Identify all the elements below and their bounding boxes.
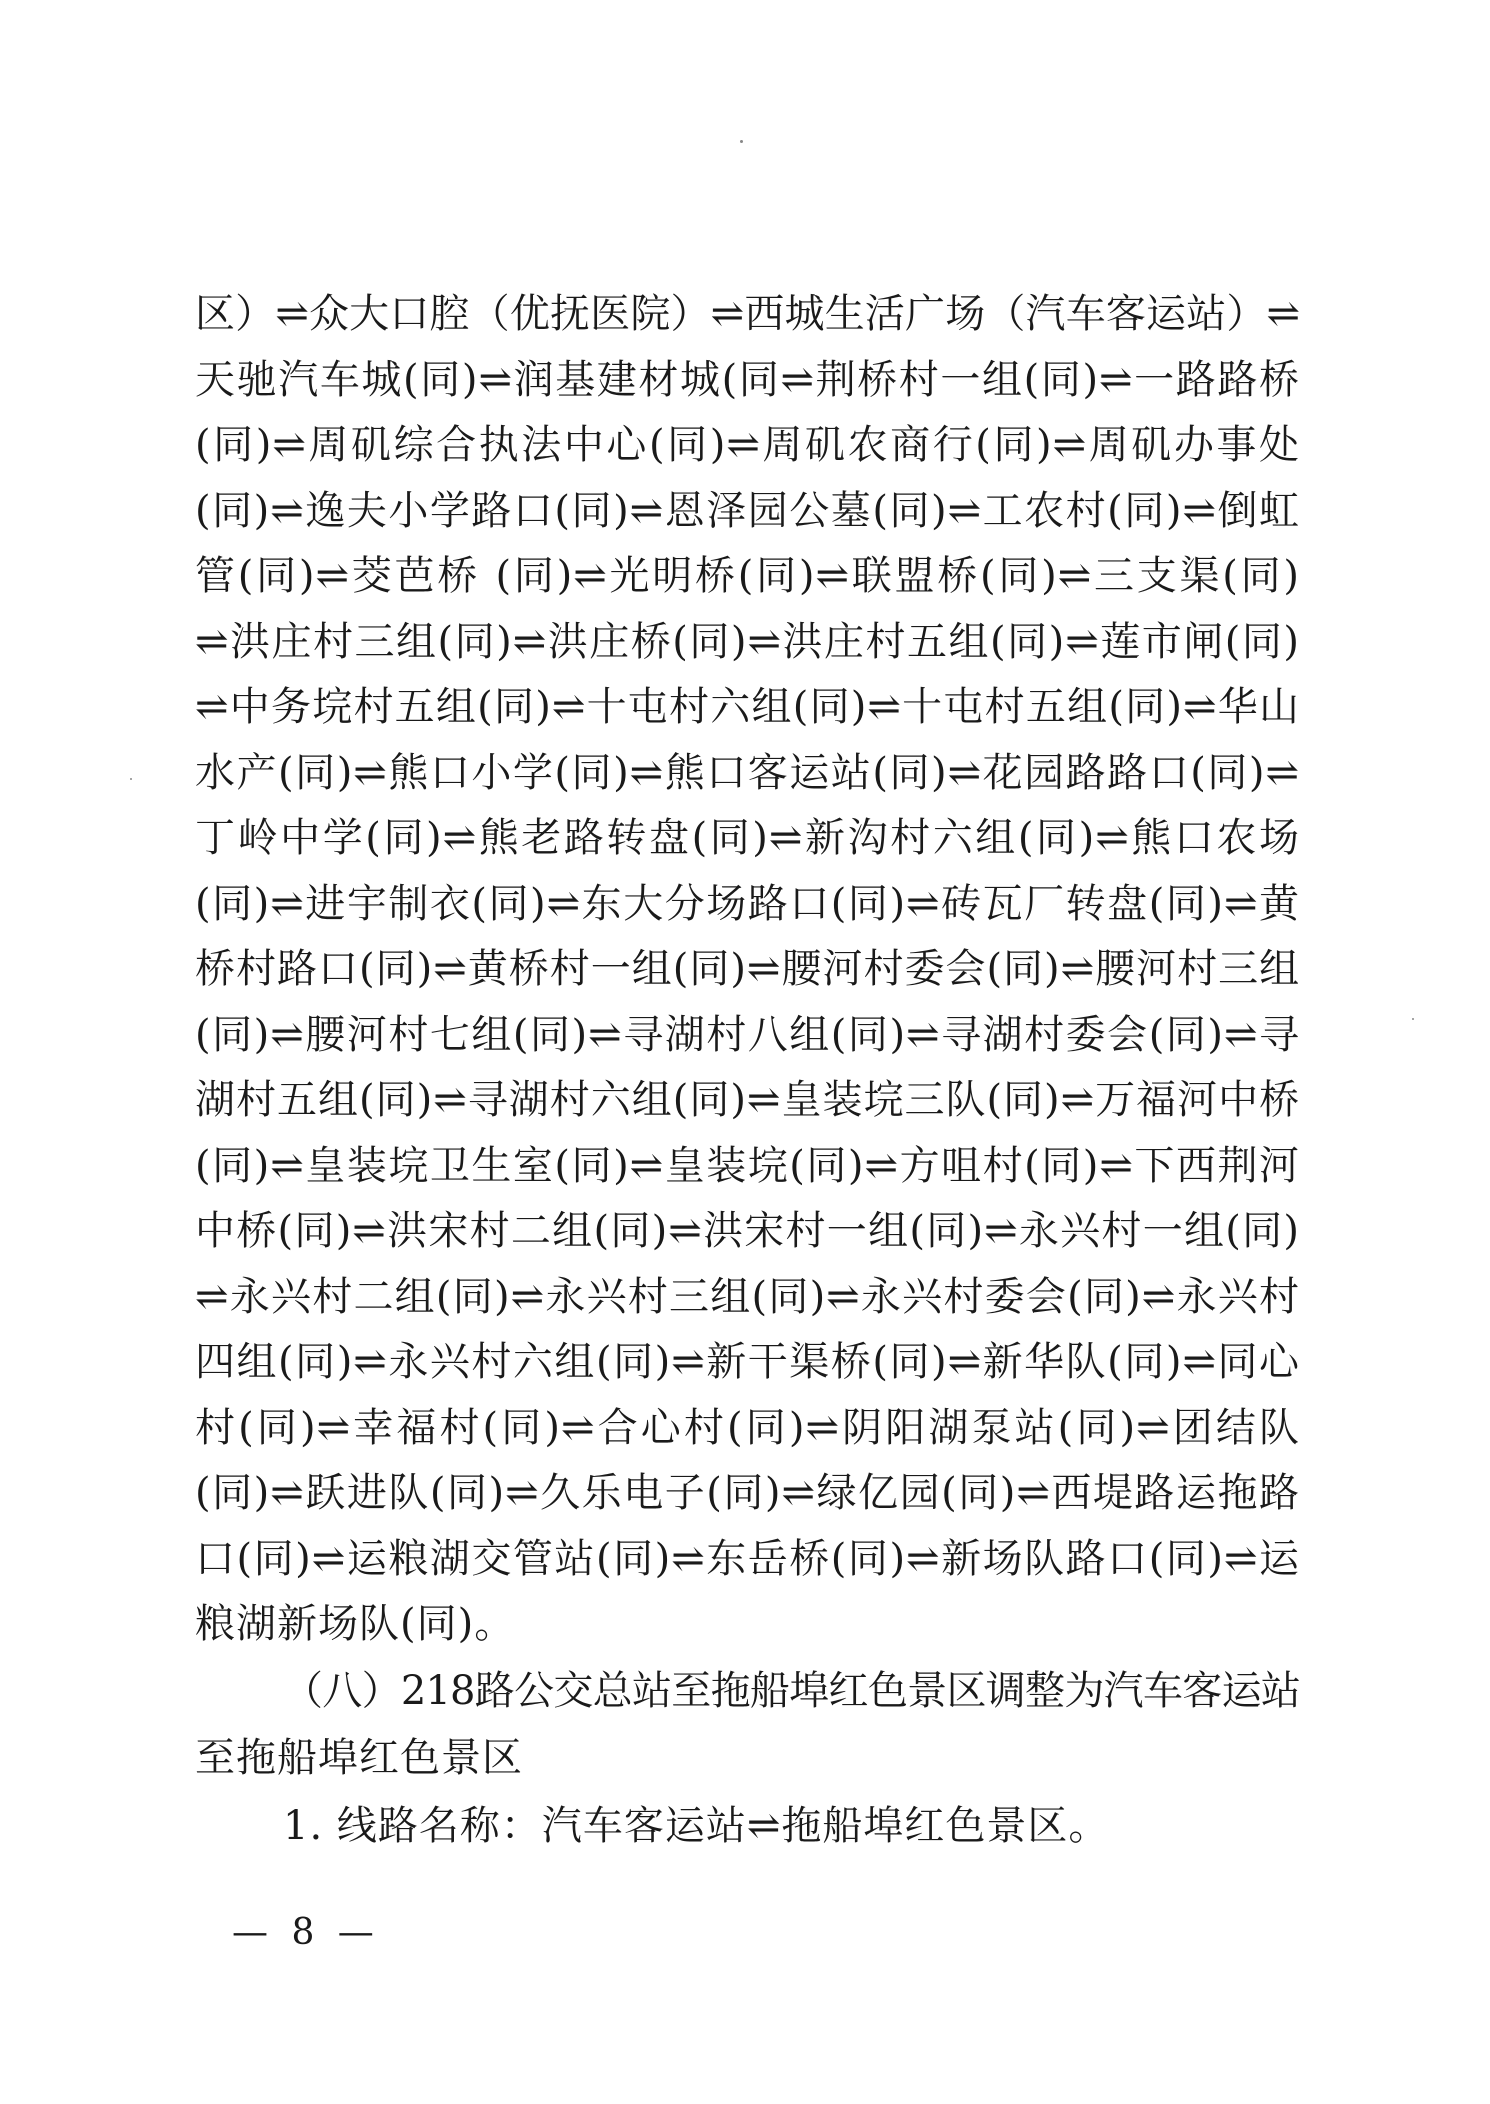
text-line: ⇌永兴村二组(同)⇌永兴村三组(同)⇌永兴村委会(同)⇌永兴村 <box>195 1273 1300 1320</box>
text-line: 粮湖新场队(同)。 <box>195 1601 516 1647</box>
text-line: (同)⇌周矶综合执法中心(同)⇌周矶农商行(同)⇌周矶办事处 <box>195 422 1300 468</box>
scan-speck <box>740 140 743 143</box>
numbered-item: 1. 线路名称：汽车客运站⇌拖船埠红色景区。 <box>283 1803 1110 1849</box>
text-line: 村(同)⇌幸福村(同)⇌合心村(同)⇌阴阳湖泵站(同)⇌团结队 <box>195 1404 1300 1451</box>
route-stop-list <box>195 282 1300 1658</box>
scan-speck <box>130 778 132 780</box>
text-line: 区）⇌众大口腔（优抚医院）⇌西城生活广场（汽车客运站）⇌ <box>195 291 1300 337</box>
text-line: (同)⇌跃进队(同)⇌久乐电子(同)⇌绿亿园(同)⇌西堤路运拖路 <box>195 1470 1300 1516</box>
text-line: ⇌洪庄村三组(同)⇌洪庄桥(同)⇌洪庄村五组(同)⇌莲市闸(同) <box>195 618 1300 665</box>
text-line: 中桥(同)⇌洪宋村二组(同)⇌洪宋村一组(同)⇌永兴村一组(同) <box>195 1208 1300 1254</box>
page-number: — 8 — <box>232 1912 380 1953</box>
text-line: 湖村五组(同)⇌寻湖村六组(同)⇌皇装垸三队(同)⇌万福河中桥 <box>195 1077 1301 1123</box>
text-line: 天驰汽车城(同)⇌润基建材城(同⇌荆桥村一组(同)⇌一路路桥 <box>195 356 1300 403</box>
text-line: 口(同)⇌运粮湖交管站(同)⇌东岳桥(同)⇌新场队路口(同)⇌运 <box>195 1535 1300 1582</box>
text-line: 丁岭中学(同)⇌熊老路转盘(同)⇌新沟村六组(同)⇌熊口农场 <box>195 815 1300 861</box>
section-heading-line: （八）218路公交总站至拖船埠红色景区调整为汽车客运站 <box>283 1668 1300 1714</box>
section-heading-line: 至拖船埠红色景区 <box>195 1735 523 1781</box>
text-line: (同)⇌逸夫小学路口(同)⇌恩泽园公墓(同)⇌工农村(同)⇌倒虹 <box>195 487 1300 534</box>
text-line: 桥村路口(同)⇌黄桥村一组(同)⇌腰河村委会(同)⇌腰河村三组 <box>195 946 1301 992</box>
section-heading <box>195 1658 1300 1792</box>
text-line: 管(同)⇌茭芭桥 (同)⇌光明桥(同)⇌联盟桥(同)⇌三支渠(同) <box>195 553 1300 599</box>
scan-speck <box>1412 1018 1414 1020</box>
text-line: (同)⇌皇装垸卫生室(同)⇌皇装垸(同)⇌方咀村(同)⇌下西荆河 <box>195 1142 1300 1189</box>
text-line: (同)⇌腰河村七组(同)⇌寻湖村八组(同)⇌寻湖村委会(同)⇌寻 <box>195 1011 1300 1058</box>
text-line: ⇌中务垸村五组(同)⇌十屯村六组(同)⇌十屯村五组(同)⇌华山 <box>195 684 1300 730</box>
text-line: 四组(同)⇌永兴村六组(同)⇌新干渠桥(同)⇌新华队(同)⇌同心 <box>195 1339 1300 1385</box>
text-line: (同)⇌进宇制衣(同)⇌东大分场路口(同)⇌砖瓦厂转盘(同)⇌黄 <box>195 880 1300 927</box>
text-line: 水产(同)⇌熊口小学(同)⇌熊口客运站(同)⇌花园路路口(同)⇌ <box>195 749 1300 796</box>
